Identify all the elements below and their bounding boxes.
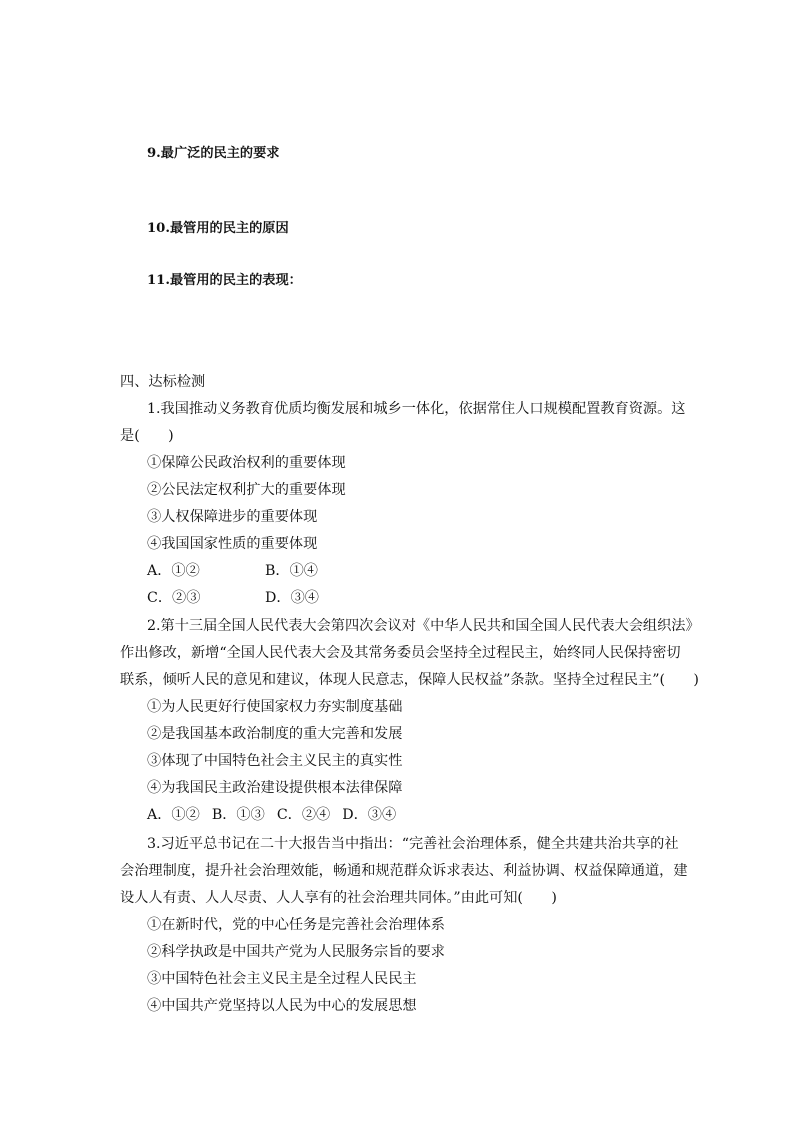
q3-stem-line-1: 3.习近平总书记在二十大报告当中指出：“完善社会治理体系，健全共建共治共享的社 bbox=[147, 836, 679, 852]
q2-option-b[interactable]: B．①③ bbox=[211, 807, 265, 823]
q2-options-row bbox=[147, 805, 408, 825]
q3-statement-3: ③中国特色社会主义民主是全过程人民民主 bbox=[147, 971, 417, 987]
q2-statement-3: ③体现了中国特色社会主义民主的真实性 bbox=[147, 753, 403, 769]
q2-statement-4: ④为我国民主政治建设提供根本法律保障 bbox=[147, 780, 403, 796]
q3-statement-1: ①在新时代，党的中心任务是完善社会治理体系 bbox=[147, 917, 445, 933]
outline-item-10: 10.最管用的民主的原因 bbox=[147, 221, 289, 236]
outline-item-9: 9.最广泛的民主的要求 bbox=[147, 146, 280, 161]
q1-stem-line-1: 1.我国推动义务教育优质均衡发展和城乡一体化，依据常住人口规模配置教育资源。这 bbox=[147, 401, 686, 417]
outline-item-11: 11.最管用的民主的表现： bbox=[147, 273, 302, 288]
q3-statement-4: ④中国共产党坚持以人民为中心的发展思想 bbox=[147, 998, 417, 1014]
q2-statement-1: ①为人民更好行使国家权力夯实制度基础 bbox=[147, 699, 403, 715]
q1-option-b[interactable]: B．①④ bbox=[265, 563, 318, 579]
q2-stem-line-1: 2.第十三届全国人民代表大会第四次会议对《中华人民共和国全国人民代表大会组织法》 bbox=[147, 618, 700, 634]
q3-stem-line-3: 设人人有责、人人尽责、人人享有的社会治理共同体。”由此可知( ) bbox=[120, 890, 557, 906]
q2-option-a[interactable]: A．①② bbox=[147, 807, 200, 823]
q3-statement-2: ②科学执政是中国共产党为人民服务宗旨的要求 bbox=[147, 944, 445, 960]
q1-option-d[interactable]: D．③④ bbox=[265, 590, 319, 606]
q1-option-a[interactable]: A．①② bbox=[147, 563, 200, 579]
q1-statement-2: ②公民法定权利扩大的重要体现 bbox=[147, 482, 346, 498]
q2-stem-line-3: 联系，倾听人民的意见和建议，体现人民意志，保障人民权益”条款。坚持全过程民主”( ) bbox=[120, 672, 699, 688]
q2-stem-line-2: 作出修改，新增“全国人民代表大会及其常务委员会坚持全过程民主，始终同人民保持密切 bbox=[120, 645, 681, 661]
q1-options-row-2 bbox=[147, 588, 383, 608]
q3-stem-line-2: 会治理制度，提升社会治理效能，畅通和规范群众诉求表达、利益协调、权益保障通道，建 bbox=[120, 863, 688, 879]
q1-statement-3: ③人权保障进步的重要体现 bbox=[147, 509, 318, 525]
q1-statement-1: ①保障公民政治权利的重要体现 bbox=[147, 455, 346, 471]
q1-stem-line-2: 是( ) bbox=[120, 428, 174, 444]
q2-statement-2: ②是我国基本政治制度的重大完善和发展 bbox=[147, 726, 403, 742]
q1-options-row-1 bbox=[147, 561, 383, 581]
section-title: 四、达标检测 bbox=[120, 374, 206, 390]
q2-option-c[interactable]: C．②④ bbox=[276, 807, 331, 823]
q2-option-d[interactable]: D．③④ bbox=[342, 807, 397, 823]
q1-option-c[interactable]: C．②③ bbox=[147, 590, 201, 606]
q1-statement-4: ④我国国家性质的重要体现 bbox=[147, 536, 318, 552]
